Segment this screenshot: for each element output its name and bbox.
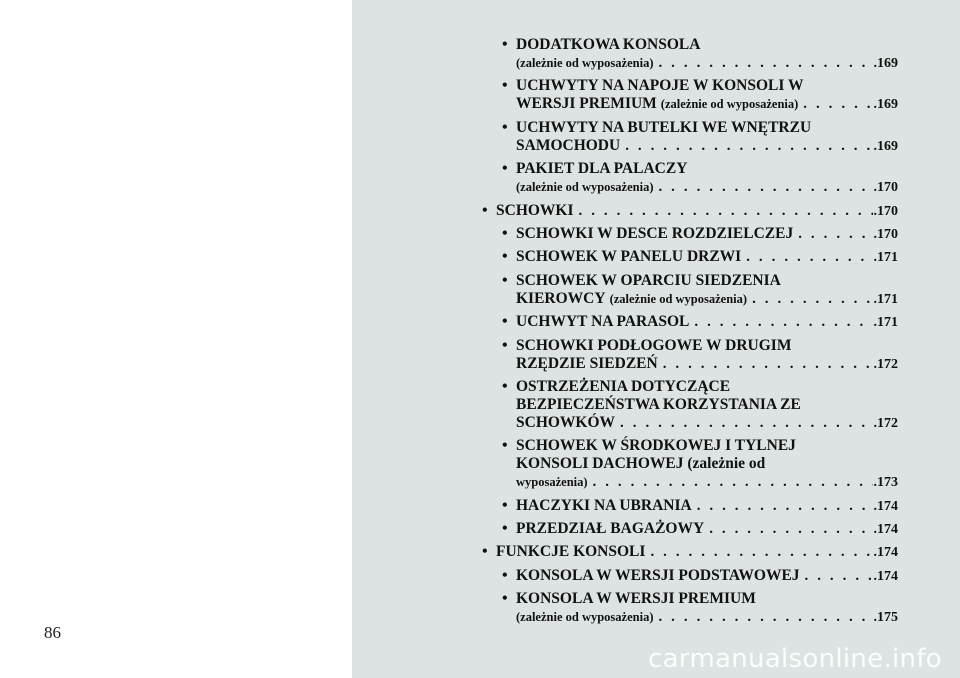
toc-entry[interactable]: [500, 437, 898, 492]
dot-leader: [653, 54, 872, 72]
toc-entry-leader-line: [516, 225, 898, 244]
toc-entry-title-line: SCHOWEK W OPARCIU SIEDZENIA: [516, 271, 781, 289]
toc-entry-title: SCHOWKI W DESCE ROZDZIELCZEJ: [516, 224, 794, 242]
dot-leader: [574, 202, 873, 220]
toc-entry-title: (zależnie od wyposażenia): [516, 610, 654, 625]
bullet-icon: •: [502, 496, 508, 514]
toc-entry-title: KIEROWCY: [516, 289, 606, 307]
toc-page-number: .172: [873, 356, 898, 372]
toc-entry-title-line: PAKIET DLA PALACZY: [516, 160, 688, 178]
toc-entry-title-line: UCHWYTY NA NAPOJE W KONSOLI W: [516, 77, 804, 95]
toc-section[interactable]: [480, 202, 898, 221]
toc-entry-title: UCHWYT NA PARASOL: [516, 313, 690, 331]
toc-entry-title: SCHOWEK W PANELU DRZWI: [516, 248, 742, 266]
toc-entry-title-line: BEZPIECZEŃSTWA KORZYSTANIA ZE: [516, 395, 801, 413]
toc-entry-leader-line: [516, 95, 898, 114]
toc-entry-title: HACZYKI NA UBRANIA: [516, 496, 692, 514]
dot-leader: [704, 520, 872, 538]
toc-entry-title: FUNKCJE KONSOLI: [496, 543, 646, 561]
bullet-icon: •: [502, 224, 508, 242]
toc-page-number: .174: [873, 522, 898, 538]
toc-entry[interactable]: [500, 497, 898, 516]
toc-entry-leader-line: [516, 414, 898, 433]
toc-section[interactable]: [480, 543, 898, 562]
toc-entry[interactable]: [500, 590, 898, 627]
bullet-icon: •: [502, 160, 508, 178]
bullet-icon: •: [502, 336, 508, 354]
bullet-icon: •: [502, 248, 508, 266]
toc-page-number: .174: [873, 568, 898, 584]
toc-entry-leader-line: [516, 567, 898, 586]
toc-entry-title: WERSJI PREMIUM: [516, 95, 657, 113]
toc-entry[interactable]: [500, 248, 898, 267]
page-number: 86: [44, 623, 61, 642]
bullet-icon: •: [502, 77, 508, 95]
toc-entry-leader-line: [516, 290, 898, 309]
toc-page-number: .169: [873, 56, 898, 71]
toc-entry-title: wyposażenia): [516, 475, 588, 490]
toc-page-number: .175: [873, 610, 898, 626]
toc-entry-title: KONSOLA W WERSJI PODSTAWOWEJ: [516, 566, 800, 584]
bullet-icon: •: [502, 36, 508, 53]
toc-entry-title-line: KONSOLA W WERSJI PREMIUM: [516, 590, 756, 608]
toc-page-number: .171: [873, 250, 898, 266]
toc-entry-title: (zależnie od wyposażenia): [516, 56, 654, 70]
toc-entry-leader-line: [516, 178, 898, 197]
dot-leader: [692, 497, 873, 515]
toc-entry[interactable]: [500, 520, 898, 539]
toc-entry[interactable]: [500, 36, 898, 73]
toc-entry[interactable]: [500, 313, 898, 332]
toc-page-number: .173: [873, 475, 898, 491]
dot-leader: [653, 608, 872, 626]
dot-leader: [793, 225, 872, 243]
toc-entry-title: RZĘDZIE SIEDZEŃ: [516, 354, 658, 372]
left-page: [0, 0, 352, 678]
bullet-icon: •: [502, 520, 508, 538]
toc-entry[interactable]: [500, 77, 898, 114]
toc-entry-note: (zależnie od wyposażenia): [660, 97, 799, 112]
toc-entry-leader-line: [516, 54, 898, 73]
bullet-icon: •: [502, 313, 508, 331]
toc-entry[interactable]: [500, 225, 898, 244]
bullet-icon: •: [482, 201, 488, 219]
dot-leader: [645, 543, 872, 561]
toc-page-number: .174: [873, 545, 898, 561]
dot-leader: [741, 248, 872, 266]
toc-entry[interactable]: [500, 160, 898, 197]
toc-entry-leader-line: [496, 202, 898, 221]
toc-entry-leader-line: [516, 473, 898, 492]
toc-entry-leader-line: [516, 608, 898, 627]
toc-entry-title: SCHOWKÓW: [516, 413, 616, 431]
toc-entry-title-line: OSTRZEŻENIA DOTYCZĄCE: [516, 377, 731, 395]
toc-entry-title-line: SCHOWEK W ŚRODKOWEJ I TYLNEJ: [516, 437, 796, 455]
bullet-icon: •: [482, 543, 488, 561]
toc-entry-note: (zależnie od wyposażenia): [609, 291, 748, 306]
dot-leader: [658, 355, 873, 373]
toc-entry[interactable]: [500, 378, 898, 433]
toc-page-number: .171: [873, 315, 898, 331]
toc-page-number: .172: [873, 415, 898, 431]
toc-entry[interactable]: [500, 567, 898, 586]
toc-entry[interactable]: [500, 272, 898, 309]
right-page: [352, 0, 960, 678]
toc-entry[interactable]: [500, 119, 898, 156]
toc-entry-leader-line: [516, 355, 898, 374]
toc-page-number: .174: [873, 498, 898, 514]
toc-page-number: .170: [873, 180, 898, 196]
toc-entry-leader-line: [516, 497, 898, 516]
toc-entry-leader-line: [496, 543, 898, 562]
dot-leader: [620, 137, 872, 155]
dot-leader: [653, 178, 872, 196]
bullet-icon: •: [502, 437, 508, 455]
toc-entry-title-line: DODATKOWA KONSOLA: [516, 36, 701, 53]
toc-entry-title: SCHOWKI: [496, 201, 574, 219]
bullet-icon: •: [502, 377, 508, 395]
toc-entry-leader-line: [516, 313, 898, 332]
dot-leader: [800, 567, 873, 585]
toc-entry-title-line: UCHWYTY NA BUTELKI WE WNĘTRZU: [516, 118, 812, 136]
toc-entry-title-line: KONSOLI DACHOWEJ (zależnie od: [516, 455, 766, 473]
dot-leader: [588, 473, 873, 491]
table-of-contents: [480, 36, 898, 632]
toc-entry-title: PRZEDZIAŁ BAGAŻOWY: [516, 520, 705, 538]
toc-entry-title: SAMOCHODU: [516, 136, 621, 154]
bullet-icon: •: [502, 118, 508, 136]
toc-page-number: .169: [873, 138, 898, 154]
toc-entry-leader-line: [516, 137, 898, 156]
toc-entry-title: (zależnie od wyposażenia): [516, 180, 654, 195]
bullet-icon: •: [502, 590, 508, 608]
dot-leader: [689, 313, 872, 331]
toc-page-number: .170: [873, 203, 898, 219]
toc-entry-title-line: SCHOWKI PODŁOGOWE W DRUGIM: [516, 336, 792, 354]
dot-leader: [798, 95, 872, 113]
toc-entry[interactable]: [500, 337, 898, 374]
toc-entry-leader-line: [516, 520, 898, 539]
toc-entry-leader-line: [516, 248, 898, 267]
toc-page-number: .169: [873, 97, 898, 113]
dot-leader: [615, 414, 872, 432]
bullet-icon: •: [502, 566, 508, 584]
bullet-icon: •: [502, 271, 508, 289]
watermark: carmanualsonline.info: [647, 644, 942, 674]
toc-page-number: .170: [873, 226, 898, 242]
dot-leader: [747, 290, 872, 308]
toc-page-number: .171: [873, 291, 898, 307]
